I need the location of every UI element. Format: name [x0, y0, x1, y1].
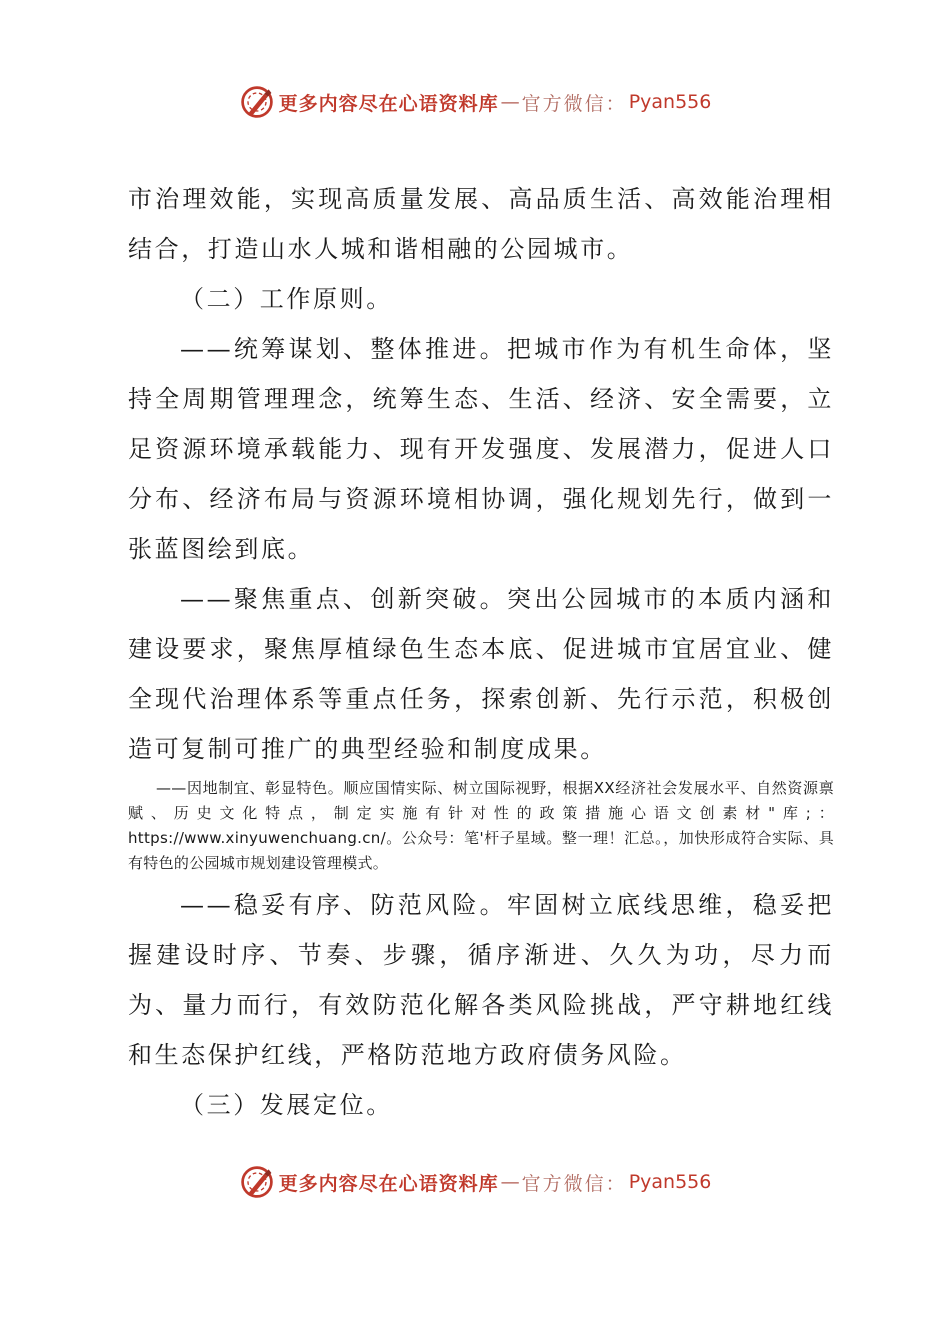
- paragraph-principle-3: ——因地制宜、彰显特色。顺应国情实际、树立国际视野，根据XX经济社会发展水平、自然资源禀赋、历史文化特点，制定实施有针对性的政策措施心语文创素材"库;：https://www.xinyuwenchuang.cn/。公众号：笔'杆子星域。整一理！汇总。，加快形成符合实际、具有特色的公园城市规划建设管理模式。: [128, 779, 834, 872]
- pen-logo-icon: [239, 1164, 275, 1200]
- paragraph-principle-2: ——聚焦重点、创新突破。突出公园城市的本质内涵和建设要求，聚焦厚植绿色生态本底、促进城市宜居宜业、健全现代治理体系等重点任务，探索创新、先行示范，积极创造可复制可推广的典型经验和制度成果。: [128, 585, 834, 763]
- banner-dash: —: [500, 1171, 520, 1193]
- section-heading-principles: （二）工作原则。: [180, 285, 393, 313]
- paragraph-continuation: 市治理效能，实现高质量发展、高品质生活、高效能治理相结合，打造山水人城和谐相融的公园城市。: [128, 185, 834, 263]
- paragraph-principle-4: ——稳妥有序、防范风险。牢固树立底线思维，稳妥把握建设时序、节奏、步骤，循序渐进、久久为功，尽力而为、量力而行，有效防范化解各类风险挑战，严守耕地红线和生态保护红线，严格防范地方政府债务风险。: [128, 891, 834, 1069]
- header-banner: [0, 82, 950, 122]
- document-body: [128, 174, 834, 1130]
- banner-subtitle: 官方微信：: [521, 1172, 627, 1195]
- banner-dash: —: [500, 91, 520, 113]
- footer-banner: [0, 1162, 950, 1202]
- paragraph-principle-1: ——统筹谋划、整体推进。把城市作为有机生命体，坚持全周期管理理念，统筹生态、生活、经济、安全需要，立足资源环境承载能力、现有开发强度、发展潜力，促进人口分布、经济布局与资源环境相协调，强化规划先行，做到一张蓝图绘到底。: [128, 335, 834, 563]
- section-heading-positioning: （三）发展定位。: [180, 1091, 393, 1119]
- banner-wechat-id: Pyan556: [628, 91, 712, 113]
- banner-title: 更多内容尽在心语资料库: [278, 92, 499, 115]
- banner-wechat-id: Pyan556: [628, 1171, 712, 1193]
- banner-subtitle: 官方微信：: [521, 92, 627, 115]
- banner-title: 更多内容尽在心语资料库: [278, 1172, 499, 1195]
- pen-logo-icon: [239, 84, 275, 120]
